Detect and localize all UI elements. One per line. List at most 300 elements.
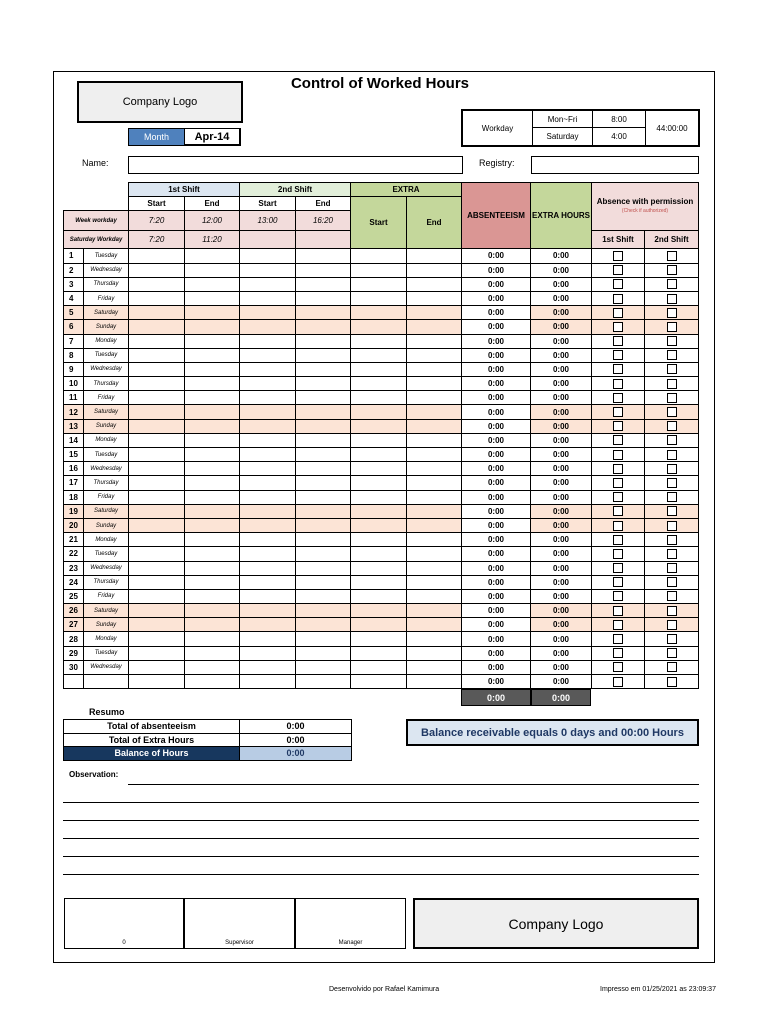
time-cell[interactable]	[296, 646, 351, 660]
workday-hours-1[interactable]: 4:00	[593, 128, 646, 145]
time-cell[interactable]	[240, 604, 296, 618]
abs-shift1-cell[interactable]	[592, 547, 645, 561]
time-cell[interactable]	[296, 362, 351, 376]
checkbox-shift2[interactable]	[667, 606, 677, 616]
time-cell[interactable]	[407, 604, 462, 618]
time-cell[interactable]	[407, 320, 462, 334]
checkbox-shift1[interactable]	[613, 265, 623, 275]
checkbox-shift1[interactable]	[613, 620, 623, 630]
abs-shift2-cell[interactable]	[645, 476, 699, 490]
abs-shift2-cell[interactable]	[645, 675, 699, 689]
time-cell[interactable]	[407, 433, 462, 447]
time-cell[interactable]	[129, 391, 185, 405]
checkbox-shift1[interactable]	[613, 591, 623, 601]
abs-shift1-cell[interactable]	[592, 618, 645, 632]
time-cell[interactable]	[185, 462, 240, 476]
checkbox-shift1[interactable]	[613, 563, 623, 573]
time-cell[interactable]	[185, 476, 240, 490]
abs-shift1-cell[interactable]	[592, 575, 645, 589]
abs-shift2-cell[interactable]	[645, 504, 699, 518]
week-s1-start[interactable]: 7:20	[129, 211, 185, 231]
abs-shift2-cell[interactable]	[645, 249, 699, 263]
time-cell[interactable]	[407, 575, 462, 589]
time-cell[interactable]	[351, 490, 407, 504]
abs-shift1-cell[interactable]	[592, 405, 645, 419]
checkbox-shift1[interactable]	[613, 393, 623, 403]
time-cell[interactable]	[296, 433, 351, 447]
time-cell[interactable]	[185, 504, 240, 518]
time-cell[interactable]	[351, 646, 407, 660]
time-cell[interactable]	[407, 589, 462, 603]
time-cell[interactable]	[407, 660, 462, 674]
checkbox-shift2[interactable]	[667, 492, 677, 502]
time-cell[interactable]	[296, 547, 351, 561]
time-cell[interactable]	[296, 405, 351, 419]
time-cell[interactable]	[240, 448, 296, 462]
time-cell[interactable]	[240, 589, 296, 603]
time-cell[interactable]	[296, 448, 351, 462]
checkbox-shift1[interactable]	[613, 677, 623, 687]
time-cell[interactable]	[351, 675, 407, 689]
time-cell[interactable]	[407, 348, 462, 362]
time-cell[interactable]	[185, 575, 240, 589]
checkbox-shift1[interactable]	[613, 464, 623, 474]
abs-shift2-cell[interactable]	[645, 405, 699, 419]
time-cell[interactable]	[407, 476, 462, 490]
checkbox-shift2[interactable]	[667, 435, 677, 445]
abs-shift1-cell[interactable]	[592, 604, 645, 618]
time-cell[interactable]	[351, 419, 407, 433]
time-cell[interactable]	[240, 419, 296, 433]
time-cell[interactable]	[351, 533, 407, 547]
abs-shift1-cell[interactable]	[592, 632, 645, 646]
time-cell[interactable]	[407, 263, 462, 277]
checkbox-shift1[interactable]	[613, 506, 623, 516]
checkbox-shift2[interactable]	[667, 577, 677, 587]
time-cell[interactable]	[129, 306, 185, 320]
sat-s2-end[interactable]	[296, 231, 351, 249]
time-cell[interactable]	[240, 660, 296, 674]
time-cell[interactable]	[351, 462, 407, 476]
time-cell[interactable]	[185, 448, 240, 462]
time-cell[interactable]	[240, 462, 296, 476]
time-cell[interactable]	[240, 348, 296, 362]
time-cell[interactable]	[351, 660, 407, 674]
time-cell[interactable]	[407, 377, 462, 391]
abs-shift2-cell[interactable]	[645, 518, 699, 532]
time-cell[interactable]	[407, 618, 462, 632]
time-cell[interactable]	[185, 291, 240, 305]
abs-shift1-cell[interactable]	[592, 334, 645, 348]
checkbox-shift2[interactable]	[667, 294, 677, 304]
time-cell[interactable]	[185, 561, 240, 575]
checkbox-shift2[interactable]	[667, 634, 677, 644]
time-cell[interactable]	[240, 518, 296, 532]
time-cell[interactable]	[240, 263, 296, 277]
checkbox-shift2[interactable]	[667, 279, 677, 289]
checkbox-shift1[interactable]	[613, 478, 623, 488]
abs-shift2-cell[interactable]	[645, 618, 699, 632]
observation-line-1[interactable]	[128, 784, 699, 785]
abs-shift1-cell[interactable]	[592, 518, 645, 532]
time-cell[interactable]	[407, 561, 462, 575]
abs-shift2-cell[interactable]	[645, 277, 699, 291]
abs-shift2-cell[interactable]	[645, 348, 699, 362]
checkbox-shift2[interactable]	[667, 535, 677, 545]
time-cell[interactable]	[407, 504, 462, 518]
time-cell[interactable]	[185, 533, 240, 547]
abs-shift2-cell[interactable]	[645, 462, 699, 476]
time-cell[interactable]	[185, 547, 240, 561]
checkbox-shift2[interactable]	[667, 521, 677, 531]
time-cell[interactable]	[129, 433, 185, 447]
time-cell[interactable]	[129, 675, 185, 689]
time-cell[interactable]	[407, 518, 462, 532]
time-cell[interactable]	[296, 504, 351, 518]
time-cell[interactable]	[240, 362, 296, 376]
time-cell[interactable]	[185, 277, 240, 291]
time-cell[interactable]	[129, 277, 185, 291]
time-cell[interactable]	[129, 249, 185, 263]
abs-shift1-cell[interactable]	[592, 533, 645, 547]
time-cell[interactable]	[351, 263, 407, 277]
time-cell[interactable]	[296, 476, 351, 490]
time-cell[interactable]	[185, 604, 240, 618]
checkbox-shift1[interactable]	[613, 606, 623, 616]
abs-shift1-cell[interactable]	[592, 660, 645, 674]
abs-shift1-cell[interactable]	[592, 362, 645, 376]
time-cell[interactable]	[351, 405, 407, 419]
checkbox-shift2[interactable]	[667, 478, 677, 488]
time-cell[interactable]	[129, 632, 185, 646]
time-cell[interactable]	[185, 249, 240, 263]
time-cell[interactable]	[185, 334, 240, 348]
checkbox-shift1[interactable]	[613, 279, 623, 289]
time-cell[interactable]	[240, 646, 296, 660]
time-cell[interactable]	[240, 561, 296, 575]
abs-shift1-cell[interactable]	[592, 448, 645, 462]
checkbox-shift1[interactable]	[613, 648, 623, 658]
time-cell[interactable]	[296, 306, 351, 320]
checkbox-shift1[interactable]	[613, 308, 623, 318]
abs-shift2-cell[interactable]	[645, 320, 699, 334]
time-cell[interactable]	[407, 533, 462, 547]
time-cell[interactable]	[185, 660, 240, 674]
checkbox-shift2[interactable]	[667, 421, 677, 431]
checkbox-shift2[interactable]	[667, 450, 677, 460]
checkbox-shift2[interactable]	[667, 251, 677, 261]
abs-shift2-cell[interactable]	[645, 589, 699, 603]
abs-shift2-cell[interactable]	[645, 362, 699, 376]
checkbox-shift1[interactable]	[613, 662, 623, 672]
abs-shift2-cell[interactable]	[645, 547, 699, 561]
time-cell[interactable]	[296, 291, 351, 305]
time-cell[interactable]	[185, 618, 240, 632]
time-cell[interactable]	[407, 391, 462, 405]
abs-shift2-cell[interactable]	[645, 391, 699, 405]
time-cell[interactable]	[351, 604, 407, 618]
checkbox-shift2[interactable]	[667, 393, 677, 403]
time-cell[interactable]	[185, 518, 240, 532]
checkbox-shift2[interactable]	[667, 407, 677, 417]
time-cell[interactable]	[407, 277, 462, 291]
checkbox-shift2[interactable]	[667, 379, 677, 389]
abs-shift2-cell[interactable]	[645, 646, 699, 660]
time-cell[interactable]	[296, 575, 351, 589]
abs-shift1-cell[interactable]	[592, 561, 645, 575]
time-cell[interactable]	[129, 462, 185, 476]
workday-hours-0[interactable]: 8:00	[593, 111, 646, 128]
week-s2-end[interactable]: 16:20	[296, 211, 351, 231]
time-cell[interactable]	[240, 490, 296, 504]
checkbox-shift2[interactable]	[667, 336, 677, 346]
time-cell[interactable]	[296, 675, 351, 689]
checkbox-shift1[interactable]	[613, 450, 623, 460]
time-cell[interactable]	[296, 377, 351, 391]
time-cell[interactable]	[240, 291, 296, 305]
sat-s1-end[interactable]: 11:20	[185, 231, 240, 249]
checkbox-shift2[interactable]	[667, 563, 677, 573]
time-cell[interactable]	[129, 618, 185, 632]
time-cell[interactable]	[185, 433, 240, 447]
checkbox-shift2[interactable]	[667, 364, 677, 374]
time-cell[interactable]	[185, 675, 240, 689]
time-cell[interactable]	[296, 462, 351, 476]
time-cell[interactable]	[296, 518, 351, 532]
checkbox-shift2[interactable]	[667, 506, 677, 516]
time-cell[interactable]	[351, 320, 407, 334]
time-cell[interactable]	[296, 490, 351, 504]
abs-shift1-cell[interactable]	[592, 291, 645, 305]
time-cell[interactable]	[351, 377, 407, 391]
time-cell[interactable]	[351, 291, 407, 305]
abs-shift2-cell[interactable]	[645, 433, 699, 447]
checkbox-shift2[interactable]	[667, 464, 677, 474]
time-cell[interactable]	[296, 391, 351, 405]
sat-s2-start[interactable]	[240, 231, 296, 249]
checkbox-shift1[interactable]	[613, 577, 623, 587]
time-cell[interactable]	[407, 419, 462, 433]
time-cell[interactable]	[129, 504, 185, 518]
time-cell[interactable]	[240, 334, 296, 348]
time-cell[interactable]	[296, 618, 351, 632]
time-cell[interactable]	[240, 632, 296, 646]
checkbox-shift2[interactable]	[667, 648, 677, 658]
time-cell[interactable]	[240, 320, 296, 334]
time-cell[interactable]	[296, 348, 351, 362]
abs-shift1-cell[interactable]	[592, 320, 645, 334]
time-cell[interactable]	[129, 575, 185, 589]
observation-line-6[interactable]	[63, 874, 699, 875]
abs-shift1-cell[interactable]	[592, 589, 645, 603]
time-cell[interactable]	[351, 476, 407, 490]
checkbox-shift2[interactable]	[667, 265, 677, 275]
time-cell[interactable]	[240, 306, 296, 320]
time-cell[interactable]	[351, 448, 407, 462]
time-cell[interactable]	[296, 249, 351, 263]
time-cell[interactable]	[185, 348, 240, 362]
time-cell[interactable]	[407, 334, 462, 348]
checkbox-shift2[interactable]	[667, 549, 677, 559]
time-cell[interactable]	[129, 646, 185, 660]
time-cell[interactable]	[296, 604, 351, 618]
time-cell[interactable]	[185, 320, 240, 334]
time-cell[interactable]	[240, 277, 296, 291]
time-cell[interactable]	[240, 575, 296, 589]
abs-shift2-cell[interactable]	[645, 263, 699, 277]
time-cell[interactable]	[129, 348, 185, 362]
time-cell[interactable]	[351, 618, 407, 632]
time-cell[interactable]	[240, 675, 296, 689]
abs-shift1-cell[interactable]	[592, 462, 645, 476]
time-cell[interactable]	[296, 561, 351, 575]
time-cell[interactable]	[351, 277, 407, 291]
abs-shift1-cell[interactable]	[592, 263, 645, 277]
checkbox-shift1[interactable]	[613, 549, 623, 559]
time-cell[interactable]	[296, 263, 351, 277]
time-cell[interactable]	[129, 604, 185, 618]
abs-shift2-cell[interactable]	[645, 533, 699, 547]
time-cell[interactable]	[129, 589, 185, 603]
abs-shift1-cell[interactable]	[592, 476, 645, 490]
abs-shift2-cell[interactable]	[645, 419, 699, 433]
abs-shift1-cell[interactable]	[592, 646, 645, 660]
time-cell[interactable]	[351, 249, 407, 263]
checkbox-shift1[interactable]	[613, 435, 623, 445]
time-cell[interactable]	[407, 448, 462, 462]
time-cell[interactable]	[185, 646, 240, 660]
time-cell[interactable]	[407, 646, 462, 660]
time-cell[interactable]	[240, 377, 296, 391]
registry-field[interactable]	[531, 156, 699, 174]
checkbox-shift1[interactable]	[613, 379, 623, 389]
abs-shift1-cell[interactable]	[592, 675, 645, 689]
checkbox-shift2[interactable]	[667, 620, 677, 630]
checkbox-shift1[interactable]	[613, 521, 623, 531]
observation-line-4[interactable]	[63, 838, 699, 839]
time-cell[interactable]	[185, 490, 240, 504]
abs-shift2-cell[interactable]	[645, 561, 699, 575]
time-cell[interactable]	[240, 533, 296, 547]
time-cell[interactable]	[296, 660, 351, 674]
checkbox-shift1[interactable]	[613, 251, 623, 261]
time-cell[interactable]	[351, 334, 407, 348]
time-cell[interactable]	[407, 632, 462, 646]
abs-shift2-cell[interactable]	[645, 377, 699, 391]
sat-s1-start[interactable]: 7:20	[129, 231, 185, 249]
checkbox-shift2[interactable]	[667, 350, 677, 360]
time-cell[interactable]	[296, 320, 351, 334]
time-cell[interactable]	[129, 547, 185, 561]
time-cell[interactable]	[129, 334, 185, 348]
time-cell[interactable]	[185, 419, 240, 433]
time-cell[interactable]	[129, 419, 185, 433]
checkbox-shift1[interactable]	[613, 294, 623, 304]
observation-line-2[interactable]	[63, 802, 699, 803]
time-cell[interactable]	[129, 476, 185, 490]
time-cell[interactable]	[129, 405, 185, 419]
time-cell[interactable]	[129, 263, 185, 277]
time-cell[interactable]	[129, 448, 185, 462]
time-cell[interactable]	[185, 391, 240, 405]
time-cell[interactable]	[407, 462, 462, 476]
time-cell[interactable]	[351, 306, 407, 320]
time-cell[interactable]	[240, 618, 296, 632]
abs-shift2-cell[interactable]	[645, 490, 699, 504]
abs-shift2-cell[interactable]	[645, 632, 699, 646]
abs-shift1-cell[interactable]	[592, 277, 645, 291]
time-cell[interactable]	[185, 405, 240, 419]
abs-shift2-cell[interactable]	[645, 660, 699, 674]
checkbox-shift2[interactable]	[667, 591, 677, 601]
time-cell[interactable]	[240, 405, 296, 419]
week-s2-start[interactable]: 13:00	[240, 211, 296, 231]
observation-line-5[interactable]	[63, 856, 699, 857]
time-cell[interactable]	[240, 249, 296, 263]
abs-shift1-cell[interactable]	[592, 419, 645, 433]
time-cell[interactable]	[185, 589, 240, 603]
time-cell[interactable]	[129, 362, 185, 376]
time-cell[interactable]	[407, 291, 462, 305]
checkbox-shift1[interactable]	[613, 407, 623, 417]
time-cell[interactable]	[129, 291, 185, 305]
time-cell[interactable]	[351, 575, 407, 589]
checkbox-shift1[interactable]	[613, 364, 623, 374]
time-cell[interactable]	[351, 362, 407, 376]
abs-shift1-cell[interactable]	[592, 490, 645, 504]
time-cell[interactable]	[296, 277, 351, 291]
abs-shift2-cell[interactable]	[645, 334, 699, 348]
time-cell[interactable]	[129, 533, 185, 547]
time-cell[interactable]	[407, 306, 462, 320]
time-cell[interactable]	[351, 391, 407, 405]
time-cell[interactable]	[129, 490, 185, 504]
time-cell[interactable]	[351, 504, 407, 518]
time-cell[interactable]	[185, 377, 240, 391]
checkbox-shift1[interactable]	[613, 350, 623, 360]
checkbox-shift1[interactable]	[613, 535, 623, 545]
name-field[interactable]	[128, 156, 463, 174]
week-s1-end[interactable]: 12:00	[185, 211, 240, 231]
time-cell[interactable]	[407, 547, 462, 561]
time-cell[interactable]	[407, 490, 462, 504]
time-cell[interactable]	[351, 547, 407, 561]
checkbox-shift2[interactable]	[667, 662, 677, 672]
time-cell[interactable]	[296, 632, 351, 646]
time-cell[interactable]	[240, 547, 296, 561]
time-cell[interactable]	[407, 249, 462, 263]
time-cell[interactable]	[185, 632, 240, 646]
time-cell[interactable]	[296, 589, 351, 603]
checkbox-shift1[interactable]	[613, 336, 623, 346]
time-cell[interactable]	[185, 263, 240, 277]
checkbox-shift2[interactable]	[667, 322, 677, 332]
time-cell[interactable]	[351, 518, 407, 532]
abs-shift2-cell[interactable]	[645, 291, 699, 305]
abs-shift1-cell[interactable]	[592, 391, 645, 405]
checkbox-shift1[interactable]	[613, 634, 623, 644]
time-cell[interactable]	[407, 362, 462, 376]
time-cell[interactable]	[351, 589, 407, 603]
time-cell[interactable]	[240, 504, 296, 518]
abs-shift1-cell[interactable]	[592, 504, 645, 518]
abs-shift2-cell[interactable]	[645, 448, 699, 462]
abs-shift1-cell[interactable]	[592, 433, 645, 447]
abs-shift2-cell[interactable]	[645, 306, 699, 320]
abs-shift1-cell[interactable]	[592, 249, 645, 263]
time-cell[interactable]	[351, 348, 407, 362]
abs-shift1-cell[interactable]	[592, 377, 645, 391]
